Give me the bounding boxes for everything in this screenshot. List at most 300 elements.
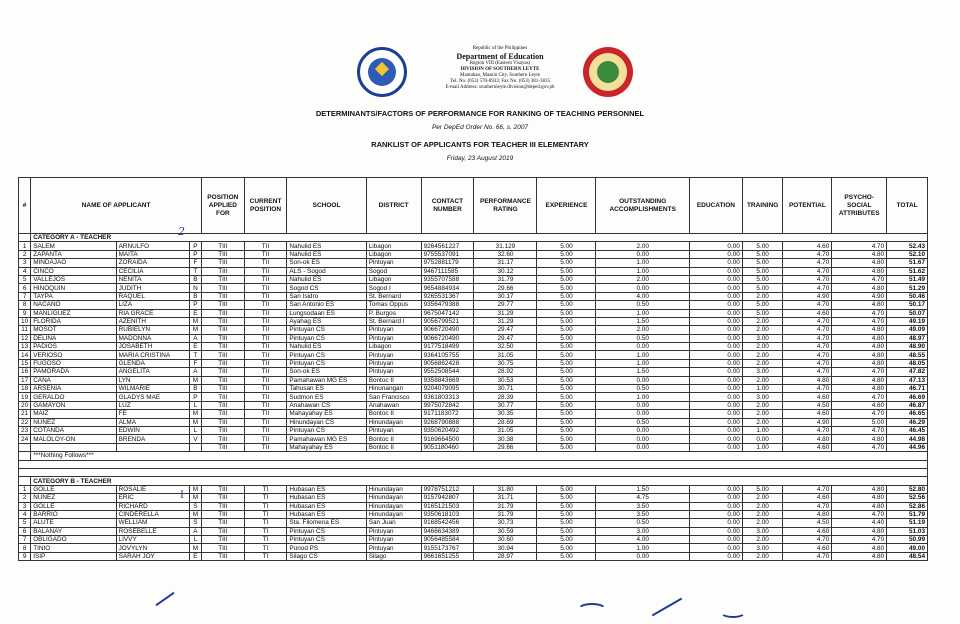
first-name-cell: ARNULFO [116,242,189,250]
last-name-cell: ARSENIA [31,385,116,393]
potential-cell: 4.70 [783,301,832,309]
school-cell: Hubasan ES [287,502,366,510]
first-name-cell: SARAH JOY [116,552,189,560]
school-cell: Ayahag ES [287,317,366,325]
district-cell: Bontoc II [366,410,421,418]
school-cell: Nahulid ES [287,250,366,258]
last-name-cell: DELINA [31,334,116,342]
first-name-cell: EDWIN [116,426,189,434]
outstanding-cell: 0.00 [596,443,690,451]
header-num: # [19,178,31,234]
category-a-section [19,234,928,242]
psycho-social-cell: 4.70 [832,275,887,283]
middle-initial-cell: B [189,292,201,300]
training-cell: 2.00 [742,292,783,300]
potential-cell: 4.70 [783,334,832,342]
rank-cell: 3 [19,259,31,267]
contact-number-cell: 9467111585 [421,267,474,275]
current-position-cell: TI [244,502,287,510]
experience-cell: 5.00 [537,502,596,510]
division-seal [583,47,633,97]
training-cell: 0.00 [742,435,783,443]
last-name-cell: CAÑA [31,376,116,384]
training-cell: 5.00 [742,250,783,258]
performance-rating-cell: 30.71 [474,385,537,393]
outstanding-cell: 0.50 [596,519,690,527]
district-cell: Sogod I [366,284,421,292]
category-a-row [19,309,928,317]
psycho-social-cell: 4.80 [832,301,887,309]
education-cell: 0.00 [689,519,742,527]
potential-cell: 4.90 [783,418,832,426]
last-name-cell: MANLIGUEZ [31,309,116,317]
experience-cell: 5.00 [537,485,596,493]
potential-cell: 4.60 [783,443,832,451]
school-cell: Sogod CS [287,284,366,292]
outstanding-cell: 1.00 [596,393,690,401]
training-cell: 2.00 [742,326,783,334]
school-cell: ALS - Sogod [287,267,366,275]
training-cell: 1.00 [742,443,783,451]
school-cell: San Isidro [287,292,366,300]
header-position-applied: POSITION APPLIED FOR [201,178,244,234]
position-applied-cell: TIII [201,527,244,535]
performance-rating-cell: 31.79 [474,275,537,283]
experience-cell: 5.00 [537,536,596,544]
first-name-cell: LIZA [116,301,189,309]
experience-cell: 5.00 [537,552,596,560]
current-position-cell: TII [244,376,287,384]
current-position-cell: TII [244,393,287,401]
section-separator [19,468,928,476]
middle-initial-cell: M [189,510,201,518]
middle-initial-cell: M [189,494,201,502]
performance-rating-cell: 29.66 [474,443,537,451]
school-cell: Pintuyan CS [287,351,366,359]
middle-initial-cell: T [189,267,201,275]
category-a-row [19,410,928,418]
contact-number-cell: 9978751212 [421,485,474,493]
performance-rating-cell: 31.80 [474,485,537,493]
position-applied-cell: TIII [201,259,244,267]
training-cell: 5.00 [742,242,783,250]
last-name-cell: MOSOT [31,326,116,334]
rank-cell: 3 [19,502,31,510]
district-cell: St. Bernard I [366,317,421,325]
potential-cell: 4.60 [783,242,832,250]
category-a-footer [19,452,928,477]
signature-mark-4 [720,606,746,618]
potential-cell: 4.70 [783,259,832,267]
psycho-social-cell: 4.70 [832,242,887,250]
total-cell: 48.97 [887,334,928,342]
education-cell: 0.00 [689,410,742,418]
middle-initial-cell: T [189,351,201,359]
first-name-cell: LIVVY [116,536,189,544]
category-a-row [19,267,928,275]
category-b-row [19,544,928,552]
last-name-cell: PADIOS [31,343,116,351]
current-position-cell: TII [244,292,287,300]
category-b-row [19,485,928,493]
education-cell: 0.00 [689,250,742,258]
rank-cell [19,443,31,451]
middle-initial-cell: E [189,309,201,317]
education-cell: 0.00 [689,536,742,544]
performance-rating-cell: 30.94 [474,544,537,552]
experience-cell: 5.00 [537,401,596,409]
position-applied-cell: TIII [201,284,244,292]
deped-seal [357,47,407,97]
potential-cell: 4.80 [783,435,832,443]
potential-cell: 4.60 [783,393,832,401]
potential-cell: 4.50 [783,519,832,527]
psycho-social-cell: 4.70 [832,309,887,317]
current-position-cell: TII [244,401,287,409]
psycho-social-cell: 4.80 [832,334,887,342]
last-name-cell: HINOQUIN [31,284,116,292]
total-cell: 51.79 [887,510,928,518]
psycho-social-cell: 4.70 [832,410,887,418]
school-cell: Hubasan ES [287,494,366,502]
district-cell: Hinundayan [366,510,421,518]
first-name-cell: BRENDA [116,435,189,443]
potential-cell: 4.60 [783,494,832,502]
experience-cell: 5.00 [537,410,596,418]
psycho-social-cell: 4.80 [832,544,887,552]
total-cell: 52.10 [887,250,928,258]
middle-initial-cell: M [189,485,201,493]
rank-cell: 6 [19,527,31,535]
training-cell: 2.00 [742,494,783,502]
school-cell: Pintuyan CS [287,326,366,334]
contact-number-cell: 9155173767 [421,544,474,552]
total-cell: 51.62 [887,267,928,275]
current-position-cell: TII [244,435,287,443]
experience-cell: 5.00 [537,317,596,325]
rank-cell: 13 [19,343,31,351]
potential-cell: 4.90 [783,292,832,300]
performance-rating-cell: 30.38 [474,435,537,443]
total-cell: 48.90 [887,343,928,351]
middle-initial-cell: B [189,275,201,283]
training-cell: 2.00 [742,519,783,527]
total-cell: 51.29 [887,284,928,292]
psycho-social-cell: 4.80 [832,385,887,393]
experience-cell: 5.00 [537,426,596,434]
current-position-cell: TII [244,426,287,434]
middle-initial-cell: S [189,502,201,510]
last-name-cell: GOLLE [31,502,116,510]
experience-cell: 5.00 [537,368,596,376]
rank-cell: 18 [19,385,31,393]
order-reference: Per DepEd Order No. 66, s. 2007 [431,124,529,131]
education-cell: 0.00 [689,275,742,283]
category-b-row [19,536,928,544]
experience-cell: 5.00 [537,343,596,351]
header-training: TRAINING [742,178,783,234]
ranklist-table [18,177,928,561]
first-name-cell: ANGELITA [116,368,189,376]
education-cell: 0.00 [689,309,742,317]
middle-initial-cell: E [189,343,201,351]
education-cell: 0.00 [689,418,742,426]
psycho-social-cell: 4.80 [832,326,887,334]
psycho-social-cell: 4.70 [832,510,887,518]
rank-cell: 9 [19,552,31,560]
outstanding-cell: 0.00 [596,343,690,351]
education-cell: 0.00 [689,284,742,292]
district-cell: Pintuyan [366,544,421,552]
contact-number-cell: 9358843669 [421,376,474,384]
education-cell: 0.00 [689,552,742,560]
performance-rating-cell: 31.79 [474,502,537,510]
first-name-cell: LYN [116,376,189,384]
current-position-cell: TII [244,326,287,334]
experience-cell: 5.00 [537,435,596,443]
district-cell: San Francisco [366,393,421,401]
training-cell: 2.00 [742,552,783,560]
psycho-social-cell: 4.70 [832,426,887,434]
total-cell: 49.09 [887,326,928,334]
first-name-cell: AZENITH [116,317,189,325]
performance-rating-cell: 30.60 [474,536,537,544]
outstanding-cell: 4.75 [596,494,690,502]
position-applied-cell: TIII [201,267,244,275]
potential-cell: 4.60 [783,544,832,552]
position-applied-cell: TIII [201,250,244,258]
total-cell: 47.82 [887,368,928,376]
training-cell: 3.00 [742,334,783,342]
current-position-cell: TII [244,368,287,376]
rank-cell: 23 [19,426,31,434]
position-applied-cell: TIII [201,292,244,300]
performance-rating-cell: 29.66 [474,284,537,292]
school-cell: Hubasan ES [287,485,366,493]
contact-number-cell: 9361803313 [421,393,474,401]
district-cell: San Juan [366,519,421,527]
potential-cell: 4.70 [783,317,832,325]
last-name-cell: GERALDO [31,393,116,401]
current-position-cell: TII [244,309,287,317]
current-position-cell: TII [244,343,287,351]
current-position-cell: TI [244,485,287,493]
rank-cell: 6 [19,284,31,292]
middle-initial-cell: M [189,544,201,552]
category-a-row [19,435,928,443]
district-cell: Pintuyan [366,527,421,535]
school-cell: Pamahawan MG ES [287,435,366,443]
category-a-row [19,401,928,409]
training-cell: 3.00 [742,368,783,376]
potential-cell: 4.70 [783,359,832,367]
current-position-cell: TI [244,494,287,502]
outstanding-cell: 0.00 [596,250,690,258]
potential-cell: 4.70 [783,368,832,376]
outstanding-cell: 0.50 [596,301,690,309]
category-b-row [19,510,928,518]
position-applied-cell: TIII [201,368,244,376]
total-cell: 52.80 [887,485,928,493]
rank-cell: 22 [19,418,31,426]
experience-cell: 5.00 [537,334,596,342]
district-cell: Hinunangan [366,385,421,393]
current-position-cell: TII [244,443,287,451]
district-cell: Hinundayan [366,494,421,502]
total-cell: 46.69 [887,393,928,401]
position-applied-cell: TIII [201,401,244,409]
outstanding-cell: 1.00 [596,259,690,267]
experience-cell: 5.00 [537,359,596,367]
experience-cell: 5.00 [537,443,596,451]
training-cell: 2.00 [742,401,783,409]
total-cell: 50.99 [887,536,928,544]
outstanding-cell: 2.00 [596,326,690,334]
potential-cell: 4.60 [783,410,832,418]
potential-cell: 4.70 [783,536,832,544]
school-cell: Mahayahay ES [287,443,366,451]
first-name-cell: LUZ [116,401,189,409]
education-cell: 0.00 [689,502,742,510]
school-cell: Hinundayan CS [287,418,366,426]
last-name-cell: NACANO [31,301,116,309]
education-cell: 0.00 [689,494,742,502]
contact-number-cell: 9204079095 [421,385,474,393]
last-name-cell: GAMAYON [31,401,116,409]
education-cell: 0.00 [689,435,742,443]
signature-mark-1 [155,592,174,606]
rank-cell: 16 [19,368,31,376]
category-a-row [19,368,928,376]
position-applied-cell: TIII [201,435,244,443]
middle-initial-cell: P [189,242,201,250]
performance-rating-cell: 30.73 [474,519,537,527]
training-cell: 2.00 [742,351,783,359]
first-name-cell: CECILIA [116,267,189,275]
potential-cell: 4.70 [783,343,832,351]
first-name-cell: GLENDA [116,359,189,367]
school-cell: Hubasan ES [287,510,366,518]
current-position-cell: TI [244,536,287,544]
potential-cell: 4.70 [783,502,832,510]
contact-number-cell: 9066720490 [421,334,474,342]
middle-initial-cell: E [189,552,201,560]
first-name-cell: ZORAIDA [116,259,189,267]
position-applied-cell: TIII [201,536,244,544]
performance-rating-cell: 30.17 [474,292,537,300]
training-cell: 5.00 [742,275,783,283]
potential-cell: 4.60 [783,527,832,535]
letterhead-email: E-mail Address: southernleyte.division@deped.gov.ph [445,85,555,90]
category-a-row [19,326,928,334]
contact-number-cell: 9356479388 [421,301,474,309]
performance-rating-cell: 31.17 [474,259,537,267]
category-a-row [19,443,928,451]
outstanding-cell: 3.00 [596,527,690,535]
psycho-social-cell: 4.80 [832,267,887,275]
middle-initial-cell: F [189,259,201,267]
total-cell: 47.13 [887,376,928,384]
letterhead [420,46,580,91]
outstanding-cell: 4.00 [596,536,690,544]
rank-cell: 5 [19,519,31,527]
last-name-cell: VALLEJOS [31,275,116,283]
last-name-cell: NUÑEZ [31,494,116,502]
position-applied-cell: TIII [201,376,244,384]
outstanding-cell: 3.50 [596,502,690,510]
contact-number-cell: 9661651255 [421,552,474,560]
total-cell: 46.71 [887,385,928,393]
category-a-heading-row [19,234,928,242]
training-cell: 2.00 [742,376,783,384]
potential-cell: 4.70 [783,385,832,393]
last-name-cell: VERIOSO [31,351,116,359]
total-cell: 50.07 [887,309,928,317]
school-cell: Lungsodaan ES [287,309,366,317]
total-cell: 48.55 [887,351,928,359]
outstanding-cell: 0.50 [596,334,690,342]
education-cell: 0.00 [689,385,742,393]
psycho-social-cell: 4.40 [832,519,887,527]
performance-rating-cell: 29.47 [474,334,537,342]
psycho-social-cell: 4.80 [832,284,887,292]
position-applied-cell: TIII [201,443,244,451]
potential-cell: 4.70 [783,267,832,275]
position-applied-cell: TIII [201,519,244,527]
potential-cell: 4.80 [783,510,832,518]
total-cell: 49.00 [887,544,928,552]
outstanding-cell: 1.50 [596,485,690,493]
category-b-row [19,502,928,510]
total-cell: 48.54 [887,552,928,560]
contact-number-cell: 9752881179 [421,259,474,267]
performance-rating-cell: 31.05 [474,426,537,434]
contact-number-cell: 9171183072 [421,410,474,418]
middle-initial-cell: M [189,317,201,325]
position-applied-cell: TIII [201,410,244,418]
training-cell: 2.00 [742,418,783,426]
last-name-cell: MINDAJAO [31,259,116,267]
total-cell: 52.56 [887,494,928,502]
middle-initial-cell: L [189,401,201,409]
outstanding-cell: 2.00 [596,275,690,283]
performance-rating-cell: 28.92 [474,368,537,376]
psycho-social-cell: 4.80 [832,376,887,384]
last-name-cell: COTANDA [31,426,116,434]
first-name-cell: JOSABETH [116,343,189,351]
header-total: TOTAL [887,178,928,234]
potential-cell: 4.70 [783,351,832,359]
outstanding-cell: 1.00 [596,544,690,552]
rank-cell: 9 [19,309,31,317]
rank-cell: 17 [19,376,31,384]
letterhead-phone: Tel. No. (053) 570-8933; Fax No. (053) 381-3835 [450,79,550,84]
training-cell: 1.00 [742,426,783,434]
contact-number-cell: 9355707588 [421,275,474,283]
current-position-cell: TII [244,242,287,250]
school-cell: Silago CS [287,552,366,560]
rank-cell: 2 [19,494,31,502]
performance-rating-cell: 28.39 [474,393,537,401]
performance-rating-cell: 30.75 [474,359,537,367]
category-a-row [19,426,928,434]
training-cell: 2.00 [742,317,783,325]
current-position-cell: TII [244,334,287,342]
first-name-cell: RAQUEL [116,292,189,300]
experience-cell: 5.00 [537,527,596,535]
district-cell: Libagon [366,275,421,283]
current-position-cell: TII [244,275,287,283]
